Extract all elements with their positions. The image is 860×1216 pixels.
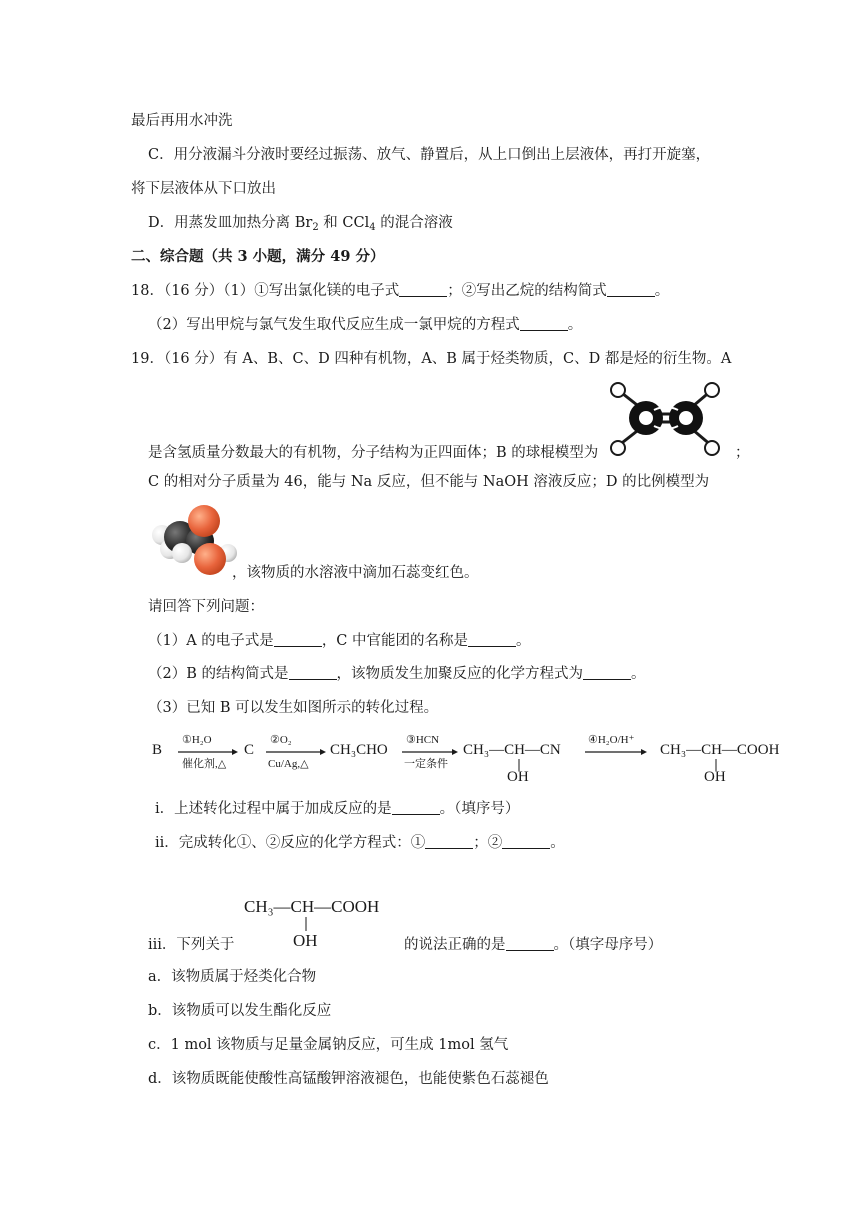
step3-reagent: ③HCN: [406, 734, 440, 746]
question-18-part1: 18．（16 分）（1）①写出氯化镁的电子式 ；②写出乙烷的结构简式 。: [131, 283, 670, 299]
question-i: ⅰ．上述转化过程中属于加成反应的是 。（填序号）: [155, 801, 520, 817]
question-19-line2: 是含氢质量分数最大的有机物，分子结构为正四面体；B 的球棍模型为: [148, 445, 599, 461]
hydroxyl-group: OH: [293, 931, 318, 950]
species-C: C: [244, 742, 255, 758]
answer-blank: [583, 665, 631, 680]
step2-condition: Cu/Ag,△: [268, 758, 309, 770]
answer-blank: [468, 632, 516, 647]
hydroxyl-group: OH: [507, 769, 529, 785]
lactic-acid-structure: CH₃—CH—COOH: [244, 897, 380, 916]
question-19-line3: C 的相对分子质量为 46，能与 Na 反应，但不能与 NaOH 溶液反应；D 的比例模型为: [148, 474, 710, 490]
prompt: 请回答下列问题：: [148, 599, 264, 615]
question-18-part2: （2）写出甲烷与氯气发生取代反应生成一氯甲烷的方程式 。: [148, 317, 583, 333]
cyanohydrin: CH₃—CH—CN: [463, 742, 561, 758]
option-d: d．该物质既能使酸性高锰酸钾溶液褪色，也能使紫色石蕊褪色: [148, 1071, 549, 1087]
sub-question-2: （2）B 的结构简式是 ，该物质发生加聚反应的化学方程式为 。: [148, 666, 646, 682]
option-d: D．用蒸发皿加热分离 $Br_2$ 和 CCl$_4$ 的混合溶液: [148, 215, 453, 233]
option-a: a．该物质属于烃类化合物: [148, 969, 317, 985]
option-c: c．1 mol 该物质与足量金属钠反应，可生成 1mol 氢气: [148, 1037, 509, 1053]
acetic-acid-space-filling-model: [150, 503, 240, 578]
hydroxyl-group: OH: [704, 769, 726, 785]
lactic-acid-product: CH₃—CH—COOH: [660, 742, 780, 758]
step4-reagent: ④H₂O/H⁺: [588, 734, 635, 746]
sub-question-3: （3）已知 B 可以发生如图所示的转化过程。: [148, 700, 439, 716]
acetaldehyde: CH₃CHO: [330, 742, 388, 758]
bond-line: [305, 917, 307, 931]
step1-condition: 催化剂,△: [182, 758, 227, 770]
sub-question-1: （1）A 的电子式是 ，C 中官能团的名称是 。: [148, 633, 531, 649]
question-iii-end: 的说法正确的是 。（填字母序号）: [404, 937, 663, 953]
answer-blank: [506, 936, 554, 951]
answer-blank: [399, 282, 447, 297]
ethylene-ball-stick-model: [600, 380, 730, 460]
option-c: C．用分液漏斗分液时要经过振荡、放气、静置后，从上口倒出上层液体，再打开旋塞，: [148, 147, 711, 163]
text-line: 将下层液体从下口放出: [131, 181, 276, 197]
answer-blank: [274, 632, 322, 647]
section-heading: 二、综合题（共 3 小题，满分 49 分）: [131, 248, 385, 265]
text-line: 最后再用水冲洗: [131, 113, 233, 129]
question-ii: ⅱ．完成转化①、②反应的化学方程式：① ；② 。: [155, 835, 565, 851]
question-19-intro: 19．（16 分）有 A、B、C、D 四种有机物，A、B 属于烃类物质，C、D 都是烃的衍生物。A: [131, 351, 732, 367]
option-b: b．该物质可以发生酯化反应: [148, 1003, 332, 1019]
step3-condition: 一定条件: [404, 758, 448, 770]
answer-blank: [289, 665, 337, 680]
species-B: B: [152, 742, 163, 758]
answer-blank: [425, 834, 473, 849]
arrow-step4: [585, 749, 647, 755]
question-19-line4: ，该物质的水溶液中滴加石蕊变红色。: [232, 565, 479, 581]
answer-blank: [392, 800, 440, 815]
answer-blank: [520, 316, 568, 331]
step2-reagent: ②O₂: [270, 734, 292, 746]
question-iii-start: ⅲ．下列关于: [148, 937, 235, 953]
answer-blank: [607, 282, 655, 297]
punctuation: ；: [735, 445, 750, 461]
answer-blank: [502, 834, 550, 849]
step1-reagent: ①H₂O: [182, 734, 212, 746]
